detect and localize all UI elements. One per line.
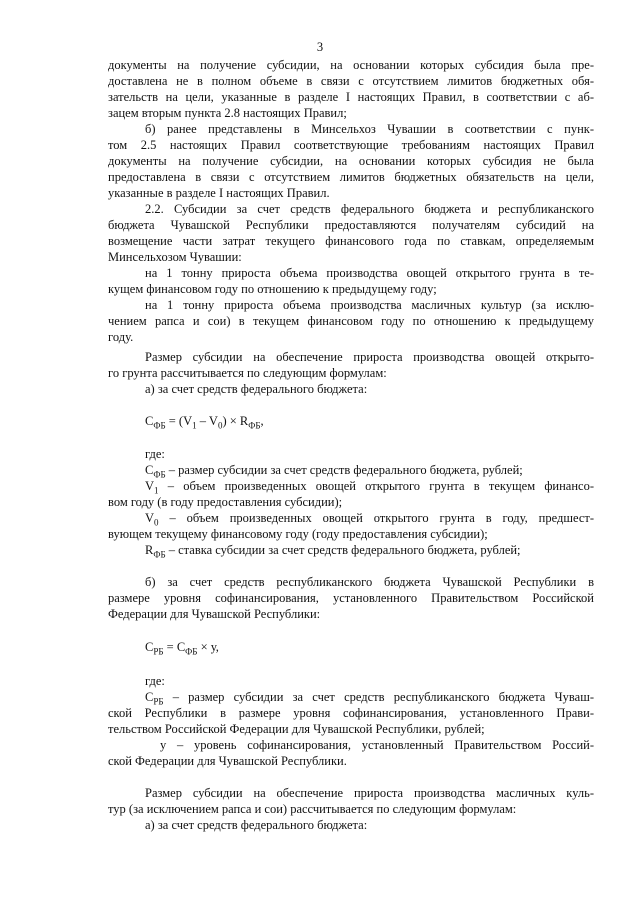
text-line: указанные в разделе I настоящих Правил. [108, 186, 330, 200]
text-line: на 1 тонну прироста объема производства овощей открытого грунта в те- [145, 266, 594, 280]
text-line: чением рапса и сои) в текущем финансовом году по отношению к предыдущему [108, 314, 594, 328]
text-line: Размер субсидии на обеспечение прироста производства овощей открыто- [145, 350, 594, 364]
text-line: зательств на цели, указанные в разделе I настоящих Правил, в соответствии с аб- [108, 90, 594, 104]
text-line: том 2.5 настоящих Правил соответствующие требованиям настоящих Правил [108, 138, 594, 152]
text-line: б) ранее представлены в Минсельхоз Чувашии в соответствии с пунк- [145, 122, 594, 136]
definition-crb: $С_{РБ}$ – размер субсидии за счет средств республиканского бюджета Чуваш- [145, 690, 594, 707]
definition-v0: $V_0$ – объем произведенных овощей открытого грунта в году, предшест- [145, 511, 594, 528]
text-line: тур (за исключением рапса и сои) рассчитывается по следующим формулам: [108, 802, 517, 816]
text-line: на 1 тонну прироста объема производства масличных культур (за исклю- [145, 298, 594, 312]
text-line: Минсельхозом Чувашии: [108, 250, 242, 264]
text-line: предоставлена в связи с отсутствием лимитов бюджетных обязательств на цели, [108, 170, 594, 184]
definition-cfb: $С_{ФБ}$ – размер субсидии за счет средств федерального бюджета, рублей; [145, 463, 523, 480]
definition-rfb: $R_{ФБ}$ – ставка субсидии за счет средств федерального бюджета, рублей; [145, 543, 521, 560]
text-line: Размер субсидии на обеспечение прироста производства масличных куль- [145, 786, 594, 800]
page-number: 3 [316, 40, 324, 54]
text-line: доставлена не в полном объеме в связи с отсутствием лимитов бюджетных обя- [108, 74, 594, 88]
text-line: б) за счет средств республиканского бюджета Чувашской Республики в [145, 575, 594, 589]
definition-y: у – уровень софинансирования, установленный Правительством Россий- [160, 738, 594, 752]
text-line: а) за счет средств федерального бюджета: [145, 382, 368, 396]
text-line: 2.2. Субсидии за счет средств федерального бюджета и республиканского [145, 202, 594, 216]
text-line: зацем вторым пункта 2.8 настоящих Правил; [108, 106, 347, 120]
text-line: ской Республики в размере уровня софинансирования, установленного Прави- [108, 706, 594, 720]
text-line: тельством Российской Федерации для Чувашской Республики, рублей; [108, 722, 485, 736]
definition-v1: $V_1$ – объем произведенных овощей открытого грунта в текущем финансо- [145, 479, 594, 496]
formula-federal: $С_{ФБ} = (V_1 - V_0) \times R_{ФБ}$, [145, 414, 264, 431]
text-line: кущем финансовом году по отношению к предыдущему году; [108, 282, 437, 296]
text-line: бюджета Чувашской Республики предоставляются получателям субсидий на [108, 218, 594, 232]
text-line: году. [108, 330, 134, 344]
text-line: документы на получение субсидии, на основании которых субсидия не была [108, 154, 594, 168]
text-line: возмещение части затрат текущего финансового года по ставкам, определяемым [108, 234, 594, 248]
where-label: где: [145, 447, 165, 461]
text-line: ской Федерации для Чувашской Республики. [108, 754, 347, 768]
text-line: размере уровня софинансирования, установленного Правительством Российской [108, 591, 594, 605]
text-line: Федерации для Чувашской Республики: [108, 607, 321, 621]
text-line: а) за счет средств федерального бюджета: [145, 818, 368, 832]
text-line: вующем текущему финансовому году (году предоставления субсидии); [108, 527, 488, 541]
formula-republic: $С_{РБ} = С_{ФБ} \times у$, [145, 640, 219, 657]
where-label: где: [145, 674, 165, 688]
text-line: вом году (в году предоставления субсидии); [108, 495, 343, 509]
text-line: документы на получение субсидии, на основании которых субсидия была пре- [108, 58, 594, 72]
text-line: го грунта рассчитывается по следующим формулам: [108, 366, 387, 380]
